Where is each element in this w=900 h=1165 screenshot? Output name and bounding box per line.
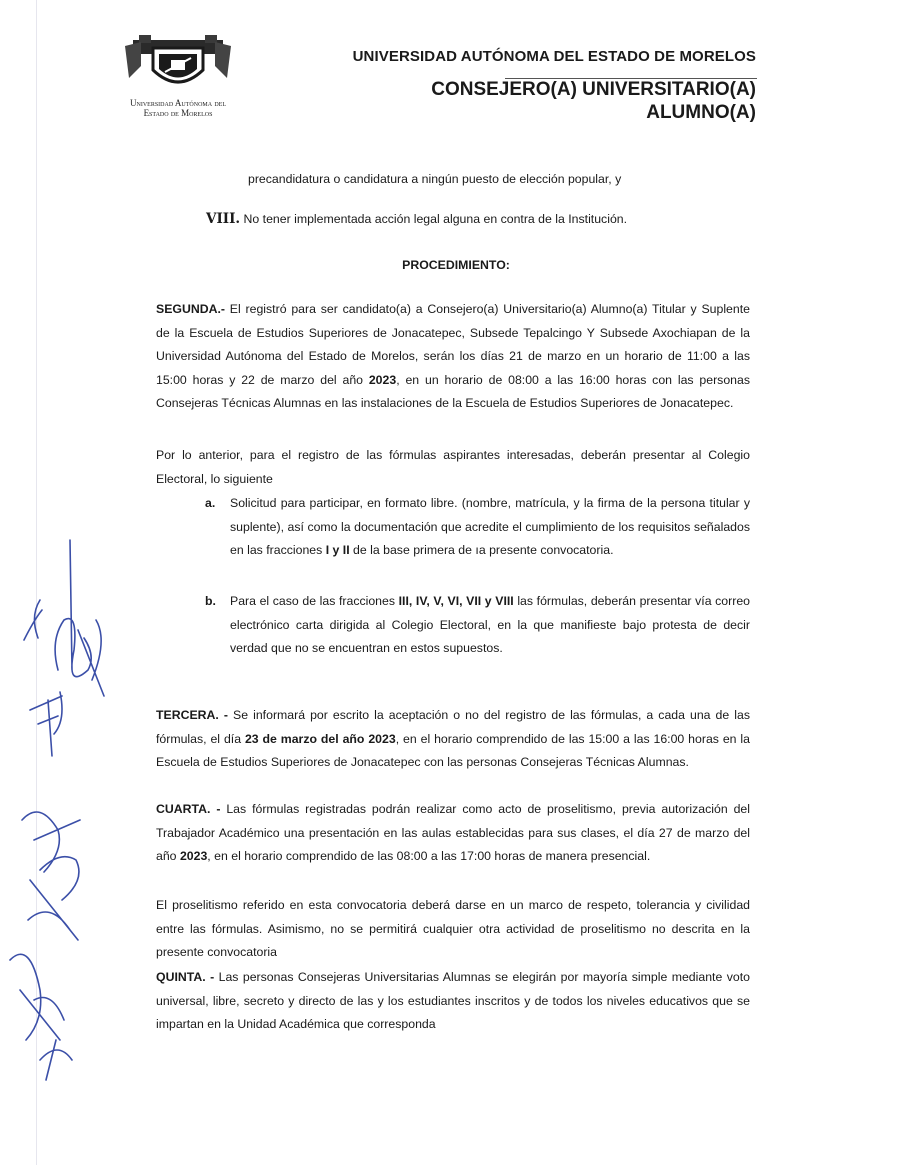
item-b-text <box>230 590 750 661</box>
cuarta-paragraph <box>156 798 750 869</box>
cuarta-year: 2023 <box>179 849 208 863</box>
signature-4 <box>10 954 72 1080</box>
item-a-text-end: de la base primera de ıa presente convocatoria. <box>349 543 614 557</box>
signature-2 <box>24 600 62 756</box>
segunda-text-b: , en un horario de 08:00 a las 16:00 horas con las personas Consejeras Técnicas Alumnas en las instalaciones de la Escuela de Estudios Superiores de Jonacatepec. <box>156 372 750 410</box>
procedimiento-heading: PROCEDIMIENTO: <box>402 258 510 272</box>
quinta-text: Las personas Consejeras Universitarias Alumnas se elegirán por mayoría simple mediante voto universal, libre, secreto y directo de las y los estudiantes inscritos y de todos los niveles educativos que se impartan en la Unidad Académica que corresponda <box>156 970 750 1031</box>
segunda-text-a: El registró para ser candidato(a) a Consejero(a) Universitario(a) Alumno(a) Titular y Suplente de la Escuela de Estudios Superiores de Jonacatepec, Subsede Tepalcingo Y Subsede Axochiapan de la Universidad Autónoma del Estado de Morelos, serán los días 21 de marzo en un horario de 11:00 a las 15:00 horas y 22 de marzo del año <box>156 302 750 387</box>
item-b-bold: III, IV, V, VI, VII y VIII <box>398 594 514 608</box>
segunda-year: 2023 <box>368 372 397 387</box>
quinta-label: QUINTA. - <box>156 970 215 984</box>
segunda-paragraph <box>156 298 750 416</box>
university-seal-icon <box>119 32 237 94</box>
margin-signatures <box>0 520 130 1100</box>
tercera-text-b: , en el horario comprendido de las 15:00 a las 16:00 horas en la Escuela de Estudios Superiores de Jonacatepec con las personas Consejeras Técnicas Alumnas. <box>156 731 750 769</box>
document-title-line1: CONSEJERO(A) UNIVERSITARIO(A) <box>431 79 756 100</box>
item-a-text-start: Solicitud para participar, en formato libre. (nombre, matrícula, y la firma de la persona titular y suplente), así como la documentación que acredite el cumplimiento de los requisitos señalados en las fracciones <box>230 496 750 557</box>
signature-3 <box>22 812 80 940</box>
document-title <box>420 78 756 124</box>
cuarta-text-a: Las fórmulas registradas podrán realizar como acto de proselitismo, previa autorización del Trabajador Académico una presentación en las aulas establecidas para sus clases, el día 27 de marzo del año <box>156 802 750 863</box>
item-b-marker: b. <box>205 594 216 608</box>
tercera-date: 23 de marzo del año 2023 <box>244 731 396 746</box>
cuarta-label: CUARTA. - <box>156 802 221 816</box>
signature-1 <box>55 540 104 696</box>
tercera-text-a: Se informará por escrito la aceptación o no del registro de las fórmulas, a cada una de las fórmulas, el día <box>156 708 750 746</box>
university-logo <box>108 32 248 118</box>
segunda-label: SEGUNDA.- <box>156 302 226 316</box>
item-a-bold: I y II <box>325 543 350 557</box>
item-a-text <box>230 492 750 563</box>
fraction-viii-label: VIII. <box>206 211 241 227</box>
item-b-text-start: Para el caso de las fracciones <box>230 594 399 608</box>
item-a-marker: a. <box>205 496 216 510</box>
intro-line: precandidatura o candidatura a ningún puesto de elección popular, y <box>248 172 622 186</box>
tercera-label: TERCERA. - <box>156 708 228 722</box>
logo-caption-line1: Universidad Autónoma del <box>130 98 226 108</box>
tercera-paragraph <box>156 704 750 775</box>
quinta-paragraph <box>156 966 750 1037</box>
document-title-line2: ALUMNO(A) <box>646 102 756 123</box>
item-b-text-end: las fórmulas, deberán presentar vía correo electrónico carta dirigida al Colegio Electoral, en la que manifieste bajo protesta de decir verdad que no se encuentran en estos supuestos. <box>230 594 751 655</box>
cuarta-text-b: , en el horario comprendido de las 08:00 a las 17:00 horas de manera presencial. <box>207 849 651 863</box>
logo-caption <box>108 98 248 118</box>
fraction-viii <box>206 208 746 232</box>
fraction-viii-text: No tener implementada acción legal alguna en contra de la Institución. <box>240 212 628 226</box>
por-lo-anterior-paragraph: Por lo anterior, para el registro de las fórmulas aspirantes interesadas, deberán presentar al Colegio Electoral, lo siguiente <box>156 448 750 486</box>
university-name-heading: UNIVERSIDAD AUTÓNOMA DEL ESTADO DE MORELOS <box>352 48 756 65</box>
logo-caption-line2: Estado de Morelos <box>143 108 213 118</box>
proselitismo-paragraph: El proselitismo referido en esta convocatoria deberá darse en un marco de respeto, tolerancia y civilidad entre las fórmulas. Asimismo, no se permitirá cualquier otra actividad de proselitismo no descrita en la presente convocatoria <box>156 898 750 959</box>
